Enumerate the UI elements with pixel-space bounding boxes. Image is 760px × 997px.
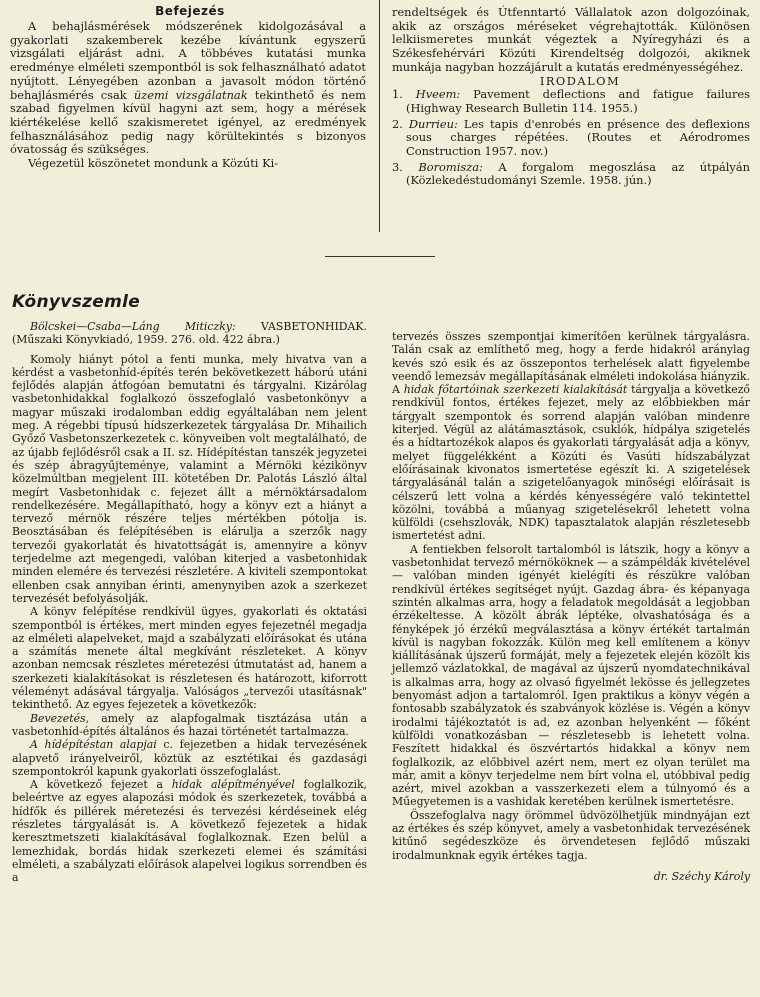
emphasis-run: Bevezetés, <box>30 711 90 725</box>
text-run: tervezés összes szempontjai kimerítően kerülnek tárgyalásra. Talán csak az említhető meg, hogy a ferde hidakról aránylag kevés szó esik és az összepontos terhelések alatt figyelembe veendő lemezsáv megállapításának elméleti indokolása hiányzik. A <box>392 330 750 397</box>
reference-author: Boromisza: <box>418 159 483 174</box>
reference-author: Durrieu: <box>408 116 458 131</box>
review-paragraph: A fentiekben felsorolt tartalomból is látszik, hogy a könyv a vasbetonhidat tervező mérnököknek — a számpéldák kivételével — valóban minden igényét kielégíti és részükre valóban rendkívül értékes segítséget nyújt. Gazdag ábra- és képanyaga szintén alkalmas arra, hogy a feladatok megoldását a legjobban érzékeltesse. A közölt ábrák léptéke, olvashatósága és a fényképek jó érzékű megválasztása a könyv értékét tartalmán kívül is nagyban fokozzák. Külön meg kell említenem a könyv kiállításának újszerű formáját, mely a fejezetek elején közölt kis jellemző vázlatokkal, de magával az újszerű nyomdatechnikával is alkalmas arra, hogy az olvasó figyelmét lekösse és jellegzetes benyomást adjon a tartalomról. Igen praktikus a könyv végén a fontosabb szabályzatok és szabványok közlése is. Végén a könyv irodalmi tájékoztatót is ad, ez azonban helyenként — főként külföldi vonatkozásban — részletesebb is lehetett volna. Feszített hidakkal és öszvértartós hidakkal a könyv nem foglalkozik, az előbbivel azért nem, mert ez olyan terület ma már, amit a könyv terjedelme nem bírt volna el, utóbbival pedig azért, mivel azokban a vasszerkezeti elem a túlnyomó és a Műegyetemen is a vashidak keretében kerülnek ismertetésre. <box>392 542 750 809</box>
text-run: A behajlásmérések módszerének kidolgozásával a gyakorlati szakemberek kezébe kívántunk egyszerű vizsgálati eljárást adni. A többéves kutatási munka eredménye elméleti szempontból is sok felhasználható adatot nyújtott. Lényegében azonban a javasolt módon történő behajlásmérés csak <box>10 19 366 102</box>
acknowledgement-paragraph: rendeltségek és Útfenntartó Vállalatok azon dolgozóinak, akik az országos méréseket végrehajtották. Különösen lelkiismeretes munkát végeztek a Nyíregyházi és a Székesfehérvári Közúti Kirendeltség dolgozói, akiknek munkája nagyban hozzájárult a kutatás eredményességéhez. <box>392 5 750 74</box>
review-paragraph <box>12 738 367 778</box>
emphasis-run: A hídépítéstan alapjai <box>30 738 157 752</box>
review-paragraph <box>392 330 750 543</box>
emphasis-run: hidak főtartóinak szerkezeti kialakítását <box>403 383 628 397</box>
reference-item <box>392 161 750 188</box>
section-divider <box>325 256 435 257</box>
citation-authors: Bölcskei—Csaba—Láng Miticzky: <box>30 320 236 333</box>
reference-item <box>392 118 750 159</box>
conclusion-left-column <box>10 20 366 171</box>
review-paragraph <box>12 712 367 739</box>
reference-number: 2. <box>392 116 403 131</box>
references-title: IRODALOM <box>539 73 621 88</box>
review-left-column <box>12 320 367 884</box>
review-right-column <box>392 330 750 883</box>
reference-author: Hveem: <box>415 87 461 102</box>
text-run: c. fejezetben a hidak tervezésének alapvető irányelveiről, köztük az esztétikai és gazdasági szempontokról kapunk gyakorlati összefoglalást. <box>12 738 367 778</box>
reference-number: 3. <box>392 159 403 174</box>
reference-item <box>392 88 750 115</box>
column-divider <box>379 0 380 232</box>
review-citation <box>12 320 367 347</box>
text-run: tárgyalja a következő rendkívül fontos, értékes fejezet, mely az előbbiekben már tárgyalt szempontok és sorrend alapján valóban mindenre kiterjed. Végül az alátámasztások, csuklók, hídpálya szigetelés és a hídtartozékok alapos és gyakorlati tárgyalását adja a könyv, melyet függelékként a Közúti és Vasúti hídszabályzat előírásainak kivonatos ismertetése egészít ki. A szigetelések tárgyalásánál talán a szigetelőanyagok minőségi előírásait is célszerű lett volna a kérdés kényességére való tekintettel közölni, továbbá a műanyag szigetelésekről lehetett volna külföldi (csehszlovák, NDK) tapasztalatok alapján részletesebb ismertetést adni. <box>392 383 750 543</box>
text-run: amely az alapfogalmak tisztázása után a vasbetonhíd-építés általános és hazai történetét tartalmazza. <box>12 711 367 738</box>
conclusion-right-column <box>392 6 750 190</box>
review-paragraph: Összefoglalva nagy örömmel üdvözölhetjük mindnyájan ezt az értékes és szép könyvet, amely a vasbetonhidak tervezésének kitűnő segédeszköze és örvendetesen fejlődő műszaki irodalmunknak egyik értékes tagja. <box>392 808 750 862</box>
reference-text: Pavement deflections and fatigue failures (Highway Research Bulletin 114. 1955.) <box>406 87 750 115</box>
reference-text: A forgalom megoszlása az útpályán (Közlekedéstudományi Szemle. 1958. jún.) <box>406 159 750 188</box>
review-paragraph: Komoly hiányt pótol a fenti munka, mely hivatva van a kérdést a vasbetonhíd-építés terén bekövetkezett háború utáni fejlődés alapján átfogóan bemutatni és tárgyalni. Kizárólag vasbetonhidakkal foglalkozó összefoglaló vasbetonkönyv a magyar műszaki irodalomban eddig egyáltalában nem jelent meg. A régebbi típusú hídszerkezetek tárgyalása Dr. Mihailich Győző Vasbetonszerkezetek c. könyveiben volt megtalálható, de az újabb fejlődésről csak a II. sz. Hídépítéstan tanszék jegyzetei és szép ábragyűjteménye, valamint a Mérnöki kézikönyv közelmúltban megjelent III. kötetében Dr. Palotás László által megírt Vasbetonhidak c. fejezet állt a mérnöktársadalom rendelkezésére. Megállapítható, hogy a könyv ezt a hiányt a tervező mérnök részére teljes mértékben pótolja is. Beosztásában és felépítésében is elárulja a szerzők nagy tervezői gyakorlatát és hivatottságát is, amennyire a könyv terjedelme azt megengedi, valóban kiterjed a vasbetonhidak minden elemére és tervezési részletére. A kiviteli szempontokat ellenben csak annyiban érinti, amenynyiben azok a szerkezet tervezését befolyásolják. <box>12 352 367 605</box>
emphasis-run: hidak alépítményével <box>171 778 295 792</box>
conclusion-paragraph-2: Végezetül köszönetet mondunk a Közúti Ki- <box>28 156 279 171</box>
reference-number: 1. <box>392 87 403 102</box>
conclusion-title: Befejezés <box>155 4 225 18</box>
citation-text: VASBETONHIDAK. (Műszaki Könyvkiadó, 1959. 276. old. 422 ábra.) <box>12 320 367 347</box>
reference-text: Les tapis d'enrobés en présence des deflexions sous charges répétées. (Routes et Aérodromes Construction 1957. nov.) <box>406 116 751 159</box>
review-paragraph <box>12 778 367 884</box>
text-run: A következő fejezet a <box>30 778 172 792</box>
text-run: foglalkozik, beleértve az egyes alapozási módok és szerkezetek, továbbá a hídfők és pillérek méretezési és tervezési kérdéseinek elég részletes tárgyalását is. A következő fejezetek a hidak keresztmetszeti kialakításával foglalkoznak. Ezen belül a lemezhidak, bordás hidak szerkezeti elemei és számítási elméleti, a szabályzati előírások alapelvei logikus sorrendben és a <box>12 778 367 885</box>
review-signature: dr. Széchy Károly <box>653 869 750 883</box>
text-run: tekinthető és nem szabad figyelmen kívül hagyni azt sem, hogy a mérések kiértékelése kellő szakismeretet igényel, az eredmények felhasználásához pedig nagy körültekintés s bizonyos óvatosság és szükséges. <box>10 87 366 157</box>
review-section-title: Könyvszemle <box>12 292 141 312</box>
review-paragraph: A könyv felépítése rendkívül ügyes, gyakorlati és oktatási szempontból is értékes, mert minden egyes fejezetnél megadja az elméleti alapelveket, majd a szabályzati előírásokat és utána a számítás menete által megkívánt részleteket. A könyv azonban nemcsak részletes méretezési útmutatást ad, hanem a szerkezeti kialakításokat is részletesen és határozott, kiforrott véleményt adásával tárgyalja. Valóságos „tervezői utasításnak" tekinthető. Az egyes fejezetek a következők: <box>12 605 367 712</box>
conclusion-paragraph-1 <box>10 20 366 157</box>
emphasis-run: üzemi vizsgálatnak <box>133 87 248 102</box>
